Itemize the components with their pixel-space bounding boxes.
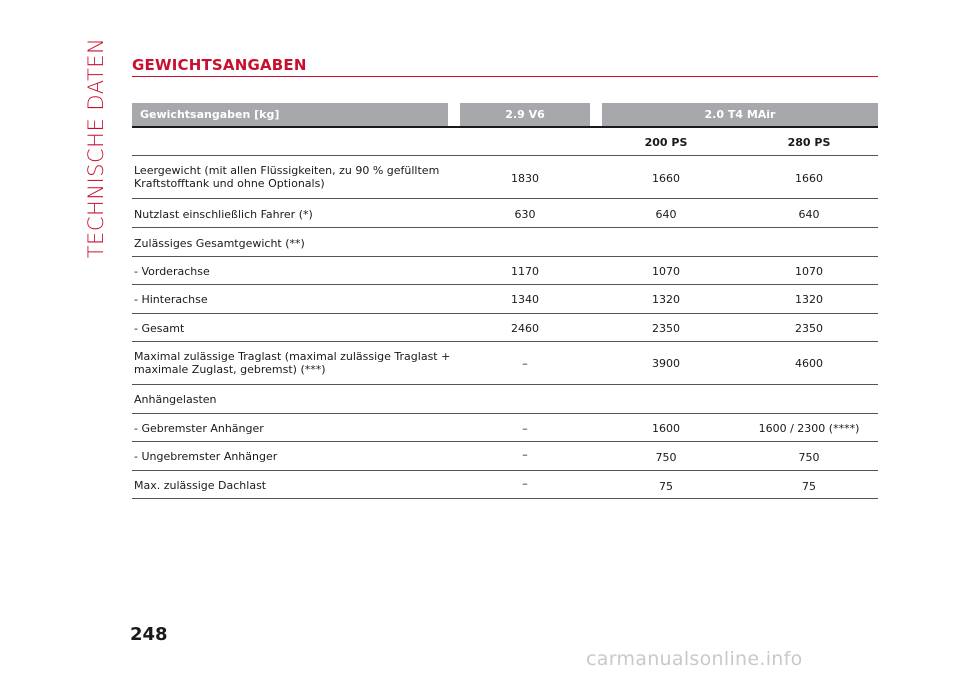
value-t4-280: 1320 xyxy=(795,293,823,306)
subheader-280ps: 280 PS xyxy=(787,136,831,149)
value-t4-280: 1600 / 2300 (****) xyxy=(758,422,860,435)
row-label: Max. zulässige Dachlast xyxy=(134,479,267,492)
table-row xyxy=(132,471,878,499)
table-row xyxy=(132,342,878,385)
value-v6: 1830 xyxy=(511,172,539,185)
header-label-column xyxy=(132,103,448,126)
row-label: - Ungebremster Anhänger xyxy=(134,450,278,463)
value-t4-200: 750 xyxy=(655,451,677,464)
header-engine-v6: 2.9 V6 xyxy=(460,103,590,126)
row-label-line1: Maximal zulässige Traglast (maximal zulässige Traglast + xyxy=(134,350,451,363)
value-v6: – xyxy=(522,422,528,435)
value-v6: – xyxy=(522,357,528,370)
row-label: - Gebremster Anhänger xyxy=(134,422,264,435)
value-t4-200: 640 xyxy=(655,208,677,221)
chapter-side-title xyxy=(80,37,112,259)
row-label: - Vorderachse xyxy=(134,265,210,278)
value-t4-280: 2350 xyxy=(795,322,823,335)
header-t4-column xyxy=(602,103,878,126)
value-t4-280: 4600 xyxy=(795,357,823,370)
table-row xyxy=(132,199,878,228)
value-t4-200: 1660 xyxy=(652,172,680,185)
value-t4-200: 75 xyxy=(659,480,673,493)
value-v6: 1340 xyxy=(511,293,539,306)
row-label: - Gesamt xyxy=(134,322,185,335)
value-v6: – xyxy=(522,448,528,461)
value-t4-200: 1070 xyxy=(652,265,680,278)
value-t4-280: 1660 xyxy=(795,172,823,185)
watermark: carmanualsonline.info xyxy=(586,648,803,670)
header-v6-column xyxy=(460,103,590,126)
value-t4-280: 1070 xyxy=(795,265,823,278)
table-row xyxy=(132,156,878,199)
value-t4-200: 2350 xyxy=(652,322,680,335)
table-row xyxy=(132,442,878,471)
row-label: - Hinterachse xyxy=(134,293,208,306)
row-label: Anhängelasten xyxy=(134,393,217,406)
table-row xyxy=(132,285,878,314)
value-t4-280: 640 xyxy=(798,208,820,221)
value-v6: 1170 xyxy=(511,265,539,278)
value-t4-280: 75 xyxy=(802,480,816,493)
row-label-line1: Leergewicht (mit allen Flüssigkeiten, zu 90 % gefülltem xyxy=(134,164,440,177)
table-row xyxy=(132,385,878,414)
value-v6: 630 xyxy=(514,208,536,221)
table-row xyxy=(132,228,878,257)
table-row xyxy=(132,314,878,342)
row-label-line2: maximale Zuglast, gebremst) (***) xyxy=(134,363,326,376)
value-v6: 2460 xyxy=(511,322,539,335)
chapter-title-text: TECHNISCHE DATEN xyxy=(84,37,108,259)
title-divider xyxy=(132,76,878,77)
row-label: Zulässiges Gesamtgewicht (**) xyxy=(134,237,305,250)
value-v6: – xyxy=(522,477,528,490)
row-label-line2: Kraftstofftank und ohne Optionals) xyxy=(134,177,325,190)
value-t4-200: 1320 xyxy=(652,293,680,306)
header-label: Gewichtsangaben [kg] xyxy=(132,103,448,126)
table-subheader-row xyxy=(132,128,878,156)
value-t4-280: 750 xyxy=(798,451,820,464)
value-t4-200: 1600 xyxy=(652,422,680,435)
section-title: GEWICHTSANGABEN xyxy=(132,56,307,74)
header-engine-t4: 2.0 T4 MAir xyxy=(602,103,878,126)
subheader-200ps: 200 PS xyxy=(644,136,688,149)
table-row xyxy=(132,414,878,442)
row-label: Nutzlast einschließlich Fahrer (*) xyxy=(134,208,313,221)
page-number: 248 xyxy=(130,624,168,645)
value-t4-200: 3900 xyxy=(652,357,680,370)
table-row xyxy=(132,257,878,285)
